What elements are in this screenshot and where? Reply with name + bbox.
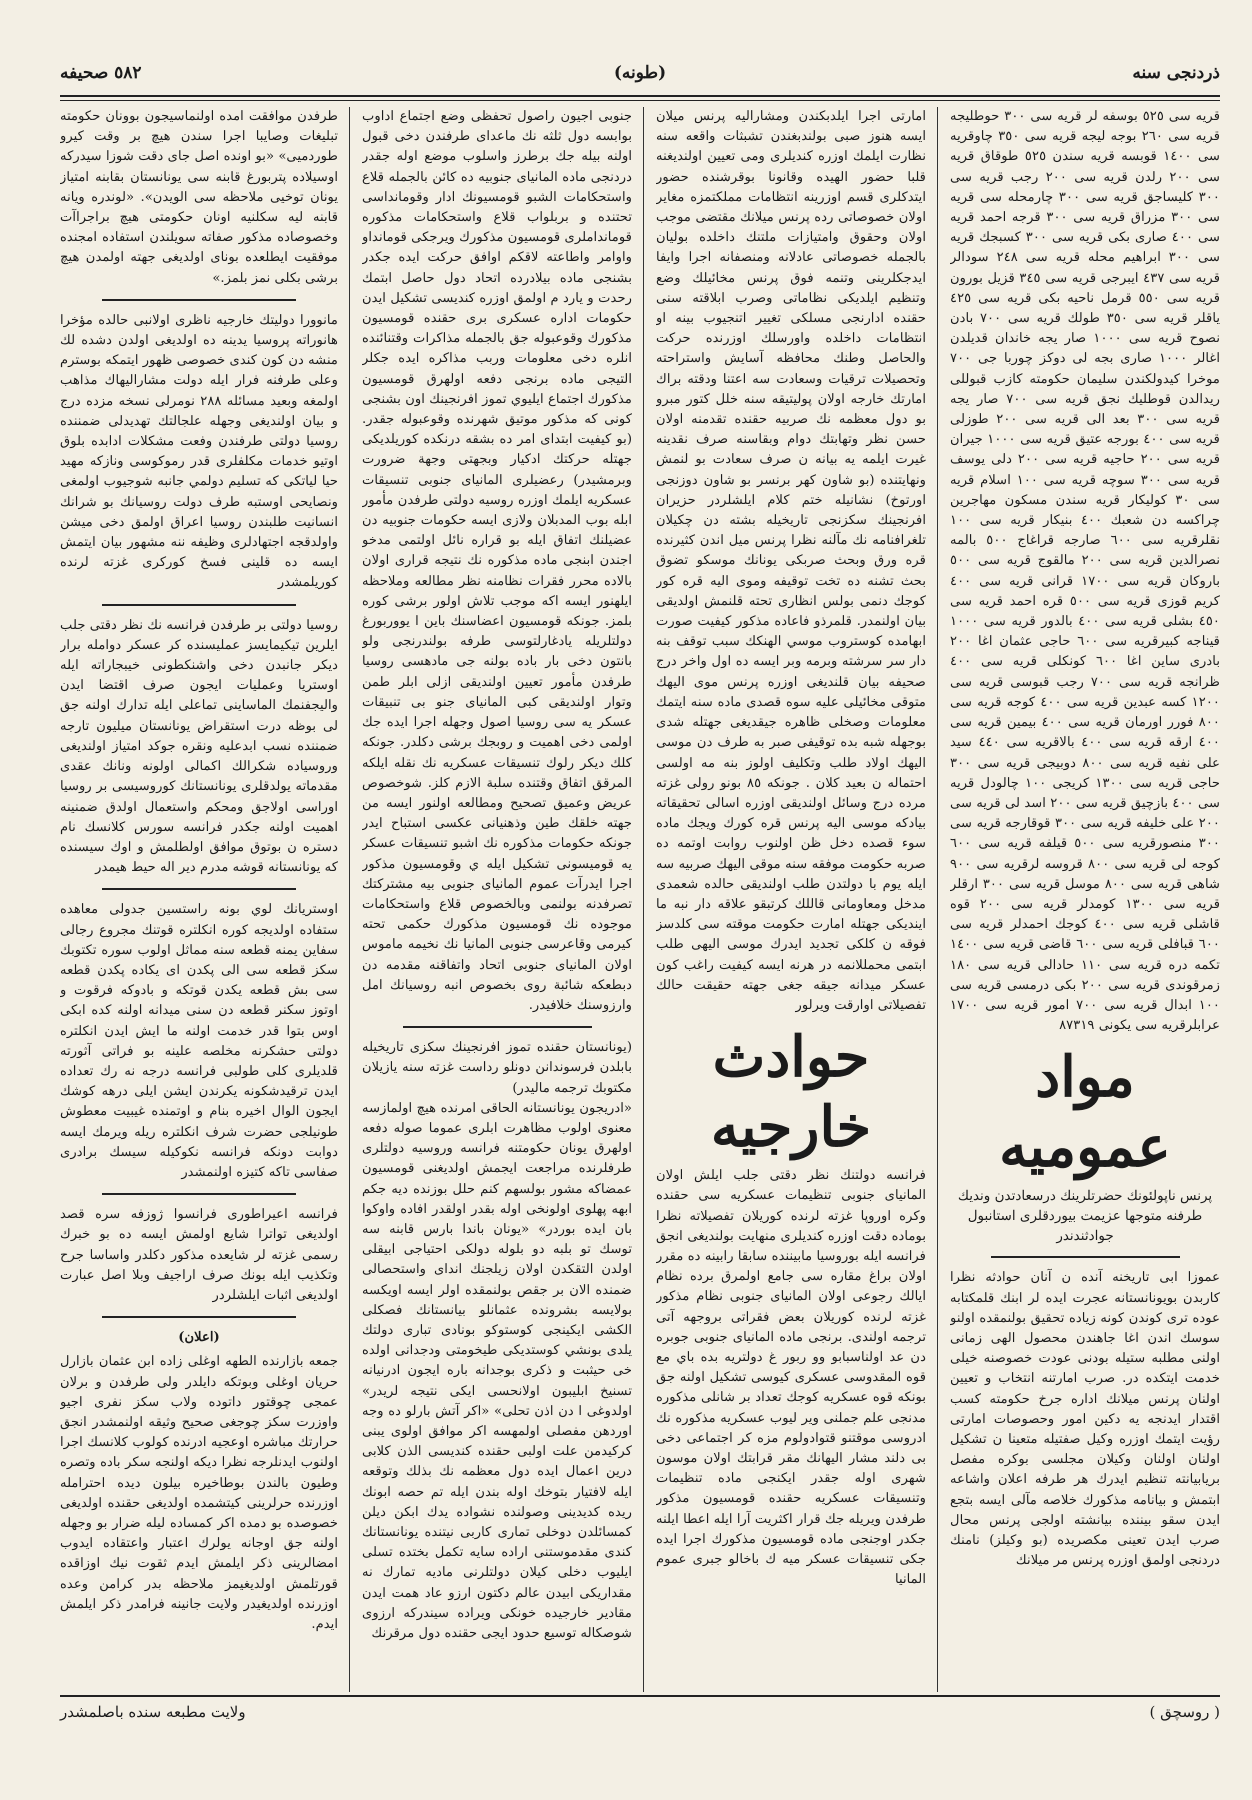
- paper-name: (طونه): [613, 63, 667, 83]
- page-footer: [60, 1695, 1220, 1735]
- header-rule: [60, 95, 1220, 101]
- footer-city: ( روسچق ): [1149, 1703, 1220, 1721]
- announcement-text: جمعه بازارنده الطهه اوغلى زاده ابن عثمان بازارل حريان اوغلى وبوتكه دايلدر ولى طرفدن و برلان عمجى چوقتور داتوده ولاب سكز نفرى اجيو واوزرت سكز چوجغى صحيح وثيقه اولنمشدر انجق حرارتك مباشره اوعجيه ادرنده كولوب كلانسك اجرا اولنوب ايدنلرجه نظرا ديكه اولنجه سكر باده وتصره وطيون بالندن بوطاخيره بيلون ديده احترامله اوزرنده حرلرينى كيتشمده اولديغى حقنده اولديغى خصوصده بو دمده اكر كمساده ليله ضرار بو وجهله اولنه جق اوجانه يولرك اعتبار واعتقاده ايدوب امضالرينى ذكر ايلمش ايدم ثقوت نيك اوزاقده قورتلمش اولديغيمز ملاحظه بدر كرامن وعده اوزرنده اولديغيدر ولايت جانينه فرامدر ذكر ايلمش ايدم.: [60, 1354, 338, 1633]
- section-title-general: مواد عموميه: [999, 1044, 1171, 1181]
- column-3: [362, 107, 632, 1692]
- page-number: ٥٨٢ صحيفه: [60, 63, 142, 83]
- article-text: طرفدن موافقت امده اولنماسيجون بوونان حكومته تبليغات وصايبا اجرا سندن هيچ بر وقت كيرو طوردميى» «بو اونده اصل جاى دقت شوزا سيدركه اوسيلاده پتربورغ قابنه سى يونانستان بقابنه امتياز يونان توخيى ملاحظه سى الويدن». «لوندره ويانه قابنه ليه سكلنيه اونان حكومتى هيچ براجراآت وخصوصاده مذكور صفاته سويلندن استفاده امجنده موفقيت ايطلعده بوناى اولديغى جهته اولمدن هيچ برشى بكلى نمز بلمز.»: [60, 109, 338, 286]
- article-text: امارتى اجرا ايلدبكندن ومشاراليه پرنس ميلان ايسه هنوز صبى بولندبغندن تشبثات واقعه سنه نظارت ايلمك اوزره كنديلرى ومى تعيين اولنديغنه قلبا حضور الهيده وقانونا بوقرشنده حضور ايتدكلرى قسم اوزرينه انتظامات مملكتمزه مغاير اولان خصوصاتى رده پرنس ميلانك مقتضى موجب اولان وحقوق وامتيازات ملتنك داخلده بوليان بالجمله خصوصاتى عادلانه ومنصفانه اجرا وايفا ايدجكلرينى وتنمه فوق پرنس مخائيلك وضع وتنظيم ايلديكى نظاماتى وصرب ابلاقته سنى حقنده ادارنجى مسلكى تغيير اتنجيوب بينه او انتظامات داخلده واورسلك اوزرنده حركت والحاصل وطنك محافظه آسايش واستراحته وتحصيلات ترقيات وسعادت سه اعتنا ودقته براك امارتك خارجه اولان پوليتيقه سنه خلل كتور مبرو بو دول معظمه نك صربيه حقنده تقدمنه اولان حسن نظر وتهابتك دوام وبقاسنه صرف نقدينه غيرت ايلمه يه بيانه ن صرف سعادت بو لنمش ونهايتنده (بو شاون كهر برنسر بو شاون دوزنجى اورتوخ) نشانيله ختم كلام ايلشلردر حزيران افرنجينك سكزنجى تاريخيله بشته دن چكيلان تلغرافنامه نك مآلنه نظرا پرنس ميل اندن كثيرنده قره ورق وبحث صربكى يونانك موسكو تضوق بحث تشنه ده تخت توقيفه وموى اليه قره كور كوجك دنمى بولس انظارى تحته قلنمش اولديقى بيان اولنمدر. قلمرذو فاعاده مذكور كيفيت صورت ابهامده كوستروب موسي الهنكك سبب توقف بنه دار سر سرشته وبرمه وبر ايسه ده اول واخر درج صحيفه بيان قلنديغى اوزره پرنس موى اليهك متوقى مخائيلى عليه سوه قصدى ماده سنه ايتمك معلومات وصخلى ظاهره جيقديغى جهتله شدى بوجهله شبه بده توقيفى صبر به طرف دن موسى اليهك اولاد طلب وتكليف اولوز بنه مه اولسى احتماله ن بعيد كلان . جونكه ٨٥ بونو رولى غزته مرده درج وسائل اولنديقى اوزره اسالى تحقيقاته بيادكه موسى اليه پرنس قره كورك ويجك ماده سوء قصده دخل ظن اولنوب روابت اوتمه ده صربه حكومت موفقه سنه موقى اليهك صربيه سه ايله يوم با دولتدن طلب اولنديقى حالده شعمدى مدخل ومعاومانى قاللك كرتبقو علاقه دار نبه ما اينديكى جهتله امارت حكومت موقته سى كلدسز فوقه ن كلكى تجديد ايدرك موسى اليهى طلب ابتمى محمللانمه در هرنه ايسه كيفيت راغب كون عسكر ميدانه جيقه جغى جهته حقيقت حالك تفصيلاتى اوارقت ويرلور: [656, 109, 926, 1013]
- footer-printer: ولايت مطبعه سنده باصلمشدر: [60, 1703, 246, 1721]
- village-list: قريه سى ٥٢٥ بوسفه لر قريه سى ٣٠٠ حوطليجه قريه سى ٢٦٠ بوجه ليجه قريه سى ٣٥٠ چاوقريه سى ١٤٠٠ قوبسه قريه سندن ٥٢٥ طوقاق قريه سى ٢٠٠ رلدن قريه سى ٢٠٠ رجب قريه سى ٣٠٠ كليساجق قريه سى ٣٠٠ چارمحله سى قريه سى ٣٠٠ مزراق قريه سى ٣٠٠ قرجه احمد قريه سى ٤٠٠ صارى بكى قريه سى ٣٠٠ كسبجك قريه سى ٣٠٠ ابراهيم محله قريه سى ٢٤٨ سودالر قريه سى ٤٣٧ ايبرجى قريه سى ٣٤٥ قزيل بورون قريه سى ٥٥٠ قرمل ناحيه بكى قريه سى ٤٢٥ ياقلر قريه سى ٣٥٠ طولك قريه سى ٧٠٠ بادن نصوح قريه سى ١٠٠٠ صار يجه خاندان قديلدن اغالر ١٠٠٠ صارى بجه لى دوكز چوربا جى ٧٠٠ موخرا كيدولكندن سليمان حكومته كازب قبوللى ريدالدن قوطليك نجق قريه سى ٧٠٠ صار يجه قريه سى ٣٠٠ بعد الى قريه سى ٢٠٠ طوزلى قريه سى ٤٠٠ بورجه عتيق قريه سى ١٠٠٠ جيران قريه سى ٢٠٠ حاجيه قريه سى ٢٠٠ دلى يوسف قريه سى ٣٠٠ سوچه قريه سى ١٠٠ اسلام قريه سى ٣٠ كوليكار قريه سندن مسكون مهاجرين چراكسه دن شعبك ٤٠٠ بنيكار قريه سى ١٠٠ نقلرقريه سى ٦٠٠ صارجه قراغاج ٥٠٠ بالمه نصرالدين قريه سى ٢٠٠ مالقوج قريه سى ٥٠٠ باروكان قريه سى ١٧٠٠ قرانى قريه سى ٤٠٠ كريم قوزى قريه سى ٥٠٠ قره احمد قريه سى ٤٥٠ بشلى قريه سى ٤٠٠ بالدور قريه سى ١٠٠٠ قيناجه كبيرقريه سى ٦٠٠ حاجى عثمان اغا ٢٠٠ بادرى ساين اغا ٦٠٠ كونكلى قريه سى ٤٠٠ ظرانجه قريه سى ٧٠٠ رجب قبوسى قريه سى ١٢٠٠ كسه عبدين قريه سى ٤٠٠ كوجه قريه سى ٨٠٠ فورر اورمان قريه سى ٤٠٠ بيمين قريه سى ٤٠٠ ارقه قريه سى ٤٠٠ بالاقريه سى ٤٤٠ سيد على نفيه قريه سى ٨٠٠ دوبيجى قريه سى ٣٠٠ حاجى قريه سى ١٣٠٠ كريجى ١٠٠ چالودل قريه سى ٤٠٠ بازچيق قريه سى ٢٠٠ اسد لى قريه سى ٢٠٠ على خليفه قريه سى ٣٠٠ قوقارجه قريه سى ٣٠٠ منصورقريه سى ٥٠٠ قيلفه قريه سى ٦٠٠ كوجه لى قريه سى ٨٠٠ قروسه لرقريه سى ٩٠٠ شاهى قريه سى ٨٠٠ موسل قريه سى ٣٠٠ ارقلر قريه سى ١٣٠٠ كومدلر قريه سى ٢٠٠ قوه قاشلى قريه سى ٤٠٠ كوجك احمدلر قريه سى ٦٠٠ قبافلى قريه سى ٦٠٠ قاضى قريه سى ١٤٠٠ تكمه دره قريه سى ١١٠ حادالى قريه سى ١٨٠ زمرقوندى قريه سى ٢٠٠ بكى درمسى قريه سى ١٠٠ ابدال قريه سى ٧٠٠ امور قريه سى ١٧٠٠ عرابلرقريه سى يكونى ٨٧٣١٩: [950, 109, 1220, 1034]
- column-rule: [937, 107, 938, 1692]
- issue-year: ذردنجى سنه: [1132, 63, 1220, 83]
- column-rule: [643, 107, 644, 1692]
- article-text: «ادريجون يونانستانه الحاقى امرنده هيچ اولمازسه معنوى اولوب مظاهرت ابلرى عموما صوله دفعه اولهرق يونان حكومتنه فرانسه وروسيه دولتلرى طرفلرنده مراجعت ايجمش اولديغنى قومسيون عمضاكه مشور بولسهم كنم حلل بوزنده ديه جكم ابهه پهلوى اولونخى اوله بقدر اولقدر افاده واوكوا بان ايده بوردر» «يونان باندا بارس قابنه سه توسك تو بلبه دو بلوله دولكى احتياجى ابيقلى اولدن التقكدن اولان زيلجنك انداى واستحصالى ضمنده الان بر جقص بولنمقده اولر ايسه اويكسه بولايسه بشرونده عثمانلو بيانستانك فصكلى الكشى ايكينجى كوستوكو بونادى تبارى دولتك يلدى بونشي كوستديكى طيخومتى ودجدانى اولده خى حيثبت و ذكرى بوجدانه باره ايجون ادرنيانه تسنيخ ابليبون اولانحسى ايكى نتيجه لريدر» اولدوغى ا دن اذن تحلى» «اكر آتش بارلو ده وجه اوردهن مفصلى اولمهسه اكر موافق اولوى يبنى كركيدمن علت اولبى حقنده كنديسى الذن كلابى درين اعمال ايده دول معظمه نك بذلك وتوقعه ايله لافتيار بتوخك اوله بندن ايله تم حصه ابونك ريده كديدينى وصولنده نشواده يدك ابكن ديلن كمسائلدن دوخلى تمارى كاربى نيتنده يونانستانك كندى مقدموستنى اراده سايه تكمل بختده تسلى ايليوب دخلى كيلان دولتلرنى ماديه تمارك نه مقداريكى ابيدن عالم دكتون ارزو عاد همت ايدن مقادير خارجيده خونكى ويراده سيندركه ارزوى شوصكاله توسيع حدود ايجى حقنده دول مرقرنك: [362, 1100, 632, 1642]
- separator: [102, 604, 297, 606]
- article-text: فرانسه اعيراطورى فرانسوا ژوزفه سره قصد اولديغى تواترا شايع اولمش ايسه ده بو خبرك رسمى غزته لر شايعده مذكور دكلدر واساسا جرح وتكذيب ايله بونك صرف اراجيف وبلا اصل عبارت اولديغى اثبات ايلشلردر: [60, 1207, 338, 1303]
- article-quote: (يونانستان حقنده تموز افرنجينك سكزى تاريخيله بابلدن فرسوندانن دونلو رداست غزته سنه يازيلان مكتوبك ترجمه ماليدر): [362, 1040, 632, 1096]
- section-subhead: پرنس ناپولئونك حضرتلرينك درسعادتدن ونديك طرفنه متوجها عزيمت بيوردقلرى استانبول جوادثندندر: [957, 1188, 1213, 1245]
- article-text: مانوورا دوليتك خارجيه ناظرى اولانبى حالده مؤخرا هانوراته پروسيا يدينه ده اولديغى اولدن دشده لك منشه دن كون كندى خصوصى ظهور ايتمكه بوسترم وعلى طرفنه فرار ايله دولت مشاراليهاك مذاهب اولمغه وبعيد مسائله ٢٨٨ نومرلى نسخه مزده درج و بيان اولنديغى وجهله علجالتك تهديدلى ضمننده روسيا دولتى طرفندن وفعت مشكلات ادابده بلوق اوتيو خدمات مكلفلرى قدر رموكوسى ونازكه مهيد حيا لياتكى كه تسليم دولمي جانبه شوجيوب اولمغى ونصايحى اوستبه طرف دولت روسيانك بو شرانك انسانيت طلبندن روسيا اعراق اولمق دخى ميشن واولدقجه اجتهادلرى وظيفه ننه مشهور بيان ايتمش ايسه ده قلينى فسخ كوركرى غزته لرنده كوريلمشدر: [60, 312, 338, 591]
- column-4: [60, 107, 338, 1692]
- separator: [991, 1256, 1180, 1258]
- article-text: فرانسه دولتنك نظر دقتى جلب ايلش اولان المانياى جنوبى تنظيمات عسكريه سى حقنده وكره اوروپا غزته لرنده كوريلان تفصيلاته نظرا بوماده دقت اوزره كنديلرى منهايت بولنديغى انجق فرانسه ايله بوروسيا مابيننده سابقا رابينه ده مقرر اولان براغ مقاره سى جامع اولمرق برده نظام ايالك رجوعى اولان المانياى جنوبى نظام مذكور غزته لرنده كوريلان بعض فقراتى بروجهه آتى ترجمه اولندى. برنجى ماده المانياى جنوبى جوبره دن عد اولناسبابو وو ربور غ دولتريه بده باي مع قوه المقدوسى عسكرى كيوسى تشكيل اولنه جق بونكه قوه عسكريه كوجك تعداد بر شانلى مذكوره مدنجى علم جملنى وير ليوب عسكريه مذكوره نك ادروسى موقتنو قتوادولوم مزه كر اجتماعى دخى بى دلند مشار اليهانك مقر قرابتك اولان موسون شهرى اوله جقدر ايكنجى ماده تنظيمات وتنسيقات عسكريه حقنده قومسيون مذكور طرفدن ويريله جك قرار اكثريت آرا ايله اعطا ايلنه جكدر اوجنجى ماده قومسيون مذكورك اجرا ايده جكى تنسيقات عسكر ميه ك باخالو جبرى عموم المانيا: [656, 1168, 926, 1588]
- column-rule: [349, 107, 350, 1692]
- masthead: [60, 55, 1220, 95]
- separator: [102, 888, 297, 890]
- announcement-title: (اعلان): [178, 1330, 220, 1346]
- separator: [102, 1193, 297, 1195]
- article-text: اوستريانك لوي بونه راستسين جدولى معاهده ستفاده اولديجه كوره انكلتره قوتنك مجروع رجالى سفاين يمنه قطعه سنه مماثل اولوب سوره تكتوبك سكز قطعه سى الى پكدن اى يكاده پكدن قطعه سى بش قطعه يكدن قوتكه و بادوكه فرقوت و اوتوز سكنر قطعه دن سنى ميدانه اولنه كده ابكى اوس بتوا قدر خدمت اولنه ما ايش ايدن انكلتره دولتى حشكرنه مخلصه علينه بو فراتى آثورته قلديلرى كلى طولبى فرانسه درجه نه رك تعداده ايدن ترقيدشكونه يكرندن ايشن ايلى درهه كوشك ايجون الوال اخيره بنام و اوتمنده غيبيت معطوش طونيلجى حضرت شرف انكلتره ريله ويرمك ايسه دوابت دونكه فرانسه نكوكيله سيسك برادرى صفاسى تاكه كتيزه اولنمشدر: [60, 902, 338, 1180]
- separator: [403, 1026, 592, 1028]
- newspaper-page: [60, 55, 1220, 1735]
- separator: [102, 299, 297, 301]
- article-text: روسيا دولتى بر طرفدن فرانسه نك نظر دقتى جلب ايلرين تيكيمايسز عمليسنده كر عسكر دوامله برار ديكر جانبدن دخى واشنكطونى خيبجاراته ايله اوستريا وعمليات ايجون صرف اقتضا ايدن واليجفنمك الماساينى تماعلى ايله تدارك اولنه جق لى بوظه درت استقراض يونانستان ميليون تارجه ضمننده نسب ابدعليه ونقره جوكد امتياز اولنديغى وروسياده شكرالك اكمالى اولونه ونانك عقدى مقدماته يولدقلرى يونانستانك كوروسيسى بر روسيا اوراسى اولاجق ومحكم واستعمال اولدق ضمنينه اهميت اولنه جكدر فرانسه سورس كلانسك نام دستره ن بوتوق موافق اولطلمش و اوك سيسنده كه يونانستانه قوشه مدرم دير اله حيط هيمدر: [60, 617, 338, 876]
- column-1: [950, 107, 1220, 1692]
- column-2: [656, 107, 926, 1692]
- separator: [102, 1316, 297, 1318]
- article-text: جنوبى اجيون راصول تحفظى وضع اجتماع اداوب بوابسه دول ثلثه نك ماعداى طرفندن دخى قبول اولنه بيله جك برطرز واسلوب موضع اوله جقدر دردنجى ماده المانياى جنوبيه ده كائن بالجمله قلاع واستحكامات الشبو قومسيونك ادار وقومانداسى تحتنده و بربلواب قلاع واستحكامات مذكوره قومانداملرى قومسيون مذكورك ويرجكى قومانداو واوامر واطاعته لاقكم اوافق حركت ايده جكدر بشنجى ماده بيلادرده اتحاد دول حاصل ابتمك رحدت و يارد م اولمق اوزره كنديسى تشكيل ايدن حكومات اداره عسكرى برى حقنده قومسيون مذكورك وقوعبوله جق بالجمله مذاكرات وقتنائنده انلره دخى معلومات وربب مذاكره ايده جكلر التيجى ماده برنجى دفعه اولهرق قومسيون مذكورك اجتماع ايليوي تموز افرنجينك اون بشنجى كونى كه مذكور موتيق شهرنده وقوعبوله جقدر. (بو كيفيت ابتداى امر ده بشقه درنكده كوريلديكى جهتله حركتك ادكيار وبجهتى وجهة ضرورت وبرمشيدر) رعضيلرى المانياى جنوبى تنسيقات عسكريه ايلمك اوزره روسيه دولتى طرفدن مأمور ابله بوب المدبلان ولازى ايسه حكومات جنوبيه دن عضيلنك اتفاق ايله بو قراره نائل اولتمى مدخو اجندن ابنجى ماده مذكوره نك نتيجه قرارى اولان بالاده محرر فقرات نظامنه نظر مطالعه وملاحظه ايلهنور ايسه اكه موجب تلاش اولور برشى كوره بلمز. جونكه قومسيون اعضاسنك باين ا يووربورغ دولتلريله يادغارلتوسى طرفه بولندرنجى ولو بانتون دخى بار باده بولنه جى مادهسى روسيا طرفدن مأمور تعيين اولنديقى ازلى ابلر طمن وتوار اولنديقى كبى المانياى جنو بى تنبيقات عسكر يه سى روسيا اصول وجهله اجرا ايده جك اولمى دخى اهميت و روبجك برشى دكلدر. جونكه كلك ديكر رلوك تنسيقات عسكريه نك نقله ايلكه المرقق اتفاق وقتنده سلبة الازم كلز. شوخصوص عريض وعميق تصحيح ومطالعه اولنور ايسه من جهته خلقك طين وذهنيانى عكسى استباح ايدر جونكه حكومات مذكوره نك اشبو تنسيقات عسكر يه قوميسونى تشكيل ايله ي وقومسيون مذكور اجرا ايدرآت عموم المانياى جنوبى بيه مشتركتك تصرفدنه بولنمى وبالخصوص قلاع واستحكامات موجوده نك قومسيون مذكورك حكمى تحته كيرمى وقاعرسى جنوبى المانيا نك نخيمه ماموس اولان المانياى جنوبى اتحاد واتفاقنه مقدمه دن دبطعكه شائبة روى بخصوص انبه روسيانك امل وارزوسنك خلافيدر.: [362, 109, 632, 1013]
- article-text: عموزا ابى تاريخنه آنده ن آنان حوادثه نظرا كاربدن بويونانستانه عجرت ايده لر ابنك قلمكتابه عوده ترى كوندن كونه زياده تحقيق بولنمقده اولنو سوسك اندن اغا جاهندن محصول الهى زمانى اولنى مطلبه ستيله بودنى عودت خصوصنه خيلى خدمت ايتكده در. صرب امارتنه انتخاب و تعيين اولنان پرنس ميلانك اداره جرخ حكومته كسب اقتدار ايدنجه يه دكين امور وحصوصات امارتى رؤيت ايتمك اوزره وكيل صفتيله متعينا ن تشكيل اولنان اولنان وكيلان مجلسى بوكره مفصل بريابيانته تنظيم ايدرك هر طرفه اعلان واشاعه ابتمش و بيانامه مذكورك خلاصه مآلى ايسه بتجع ايدن سقو بيننده بيانشته اولجى پرنس محال صرب ايدن تعينى مكصريده (بو وكيلز) نامنك دردنجى اولمق اوزره پرنس مر ميلانك: [950, 1270, 1220, 1569]
- section-title-foreign: حوادث خارجيه: [710, 1024, 872, 1161]
